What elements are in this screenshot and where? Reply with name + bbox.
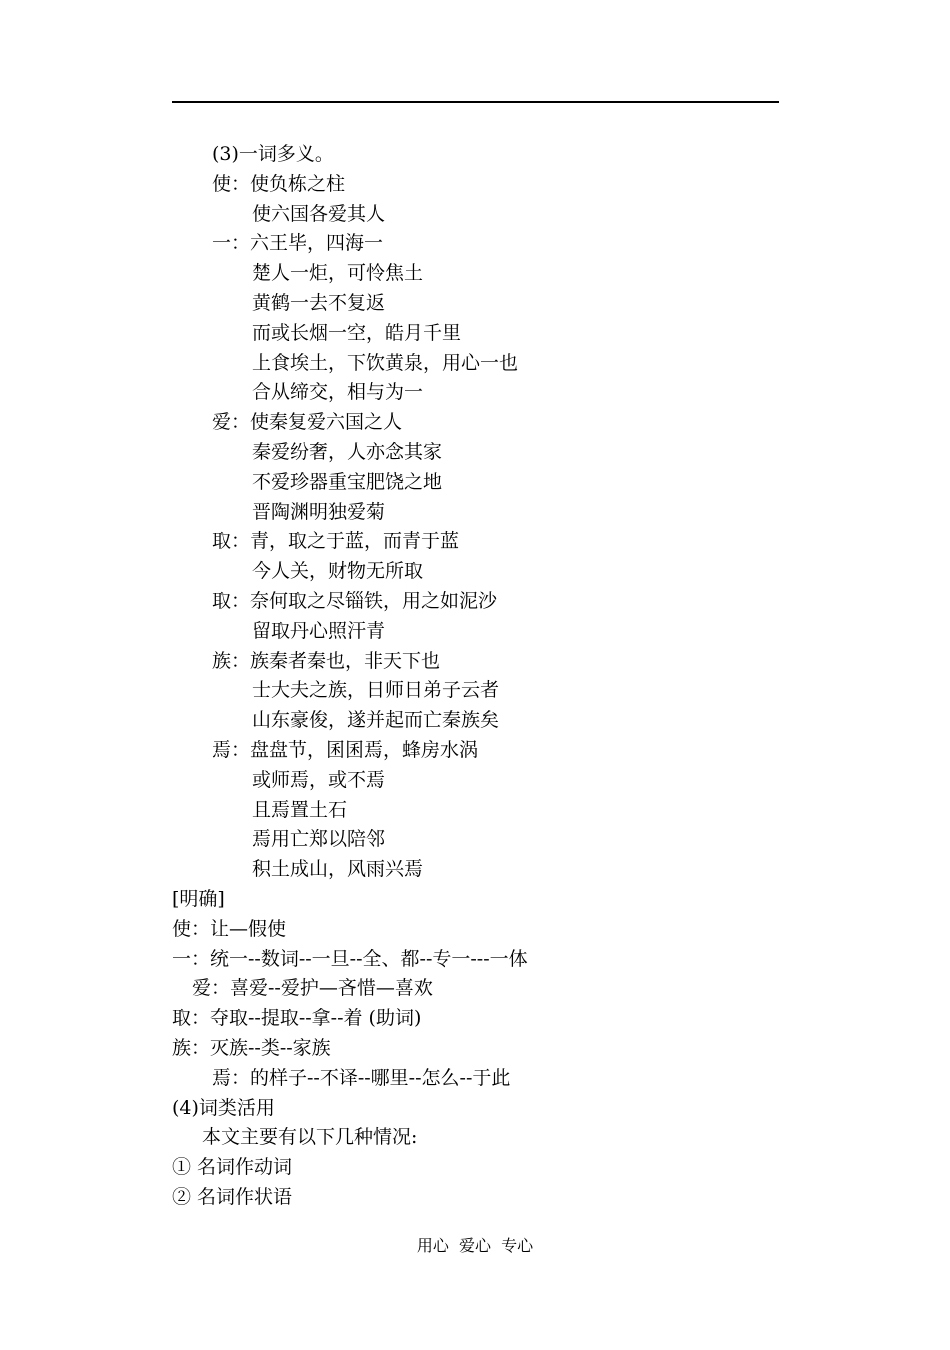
example-line: 楚人一炬，可怜焦土 bbox=[252, 262, 424, 285]
list-item: ① 名词作动词 bbox=[172, 1156, 293, 1179]
section-heading-word-class: (4)词类活用 bbox=[172, 1096, 275, 1119]
term-label: 取： bbox=[212, 589, 251, 612]
example-line: 山东豪俊，遂并起而亡秦族矣 bbox=[252, 709, 500, 732]
term-label: 取： bbox=[212, 530, 251, 553]
term-label: 一： bbox=[212, 232, 251, 255]
example-text: 使负栋之柱 bbox=[250, 172, 346, 195]
example-line: 合从缔交，相与为一 bbox=[252, 381, 424, 404]
answer-line: 使：让—假使 bbox=[172, 917, 287, 940]
example-text: 族秦者秦也，非天下也 bbox=[250, 649, 441, 672]
example-text: 六王毕，四海一 bbox=[250, 232, 384, 255]
section-heading-polysemy: (3)一词多义。 bbox=[212, 143, 334, 165]
term-line bbox=[0, 229, 950, 259]
example-line: 晋陶渊明独爱菊 bbox=[252, 500, 386, 523]
example-text: 青，取之于蓝，而青于蓝 bbox=[250, 530, 460, 553]
answer-line: 族：灭族--类--家族 bbox=[172, 1036, 331, 1059]
example-line: 而或长烟一空，皓月千里 bbox=[252, 321, 462, 344]
term-line bbox=[0, 647, 950, 677]
example-line: 或师焉，或不焉 bbox=[252, 768, 386, 791]
term-label: 使： bbox=[212, 172, 251, 195]
example-line: 不爱珍器重宝肥饶之地 bbox=[252, 470, 443, 493]
term-line bbox=[0, 736, 950, 766]
example-line: 使六国各爱其人 bbox=[252, 202, 386, 225]
page-footer: 用心 爱心 专心 bbox=[416, 1236, 534, 1255]
answer-line: 焉：的样子--不译--哪里--怎么--于此 bbox=[212, 1066, 511, 1089]
example-text: 盘盘节，囷囷焉，蜂房水涡 bbox=[250, 738, 479, 761]
example-text: 奈何取之尽锱铁，用之如泥沙 bbox=[250, 589, 498, 612]
header-rule bbox=[172, 101, 779, 103]
answer-line: 取：夺取--提取--拿--着 (助词) bbox=[172, 1007, 422, 1030]
term-label: 族： bbox=[212, 649, 251, 672]
term-label: 爱： bbox=[212, 411, 251, 434]
example-line: 黄鹤一去不复返 bbox=[252, 291, 386, 314]
section-intro: 本文主要有以下几种情况: bbox=[202, 1126, 418, 1149]
list-item: ② 名词作状语 bbox=[172, 1185, 293, 1208]
answer-line: 一：统一--数词--一旦--全、都--专一---一体 bbox=[172, 947, 528, 970]
answer-line: 爱：喜爱--爱护—吝惜—喜欢 bbox=[192, 977, 433, 1000]
example-line: 上食埃土，下饮黄泉，用心一也 bbox=[252, 351, 519, 374]
term-line bbox=[0, 587, 950, 617]
example-line: 士大夫之族，日师日弟子云者 bbox=[252, 679, 500, 702]
example-line: 留取丹心照汗青 bbox=[252, 619, 386, 642]
example-line: 今人关，财物无所取 bbox=[252, 560, 424, 583]
example-text: 使秦复爱六国之人 bbox=[250, 411, 403, 434]
answers-label: [明确] bbox=[172, 887, 225, 910]
example-line: 秦爱纷奢，人亦念其家 bbox=[252, 440, 443, 463]
document-body bbox=[0, 140, 950, 1213]
example-line: 且焉置土石 bbox=[252, 798, 348, 821]
term-line bbox=[0, 408, 950, 438]
term-line bbox=[0, 527, 950, 557]
example-line: 积土成山，风雨兴焉 bbox=[252, 858, 424, 881]
term-line bbox=[0, 170, 950, 200]
term-label: 焉： bbox=[212, 738, 251, 761]
example-line: 焉用亡郑以陪邻 bbox=[252, 828, 386, 851]
